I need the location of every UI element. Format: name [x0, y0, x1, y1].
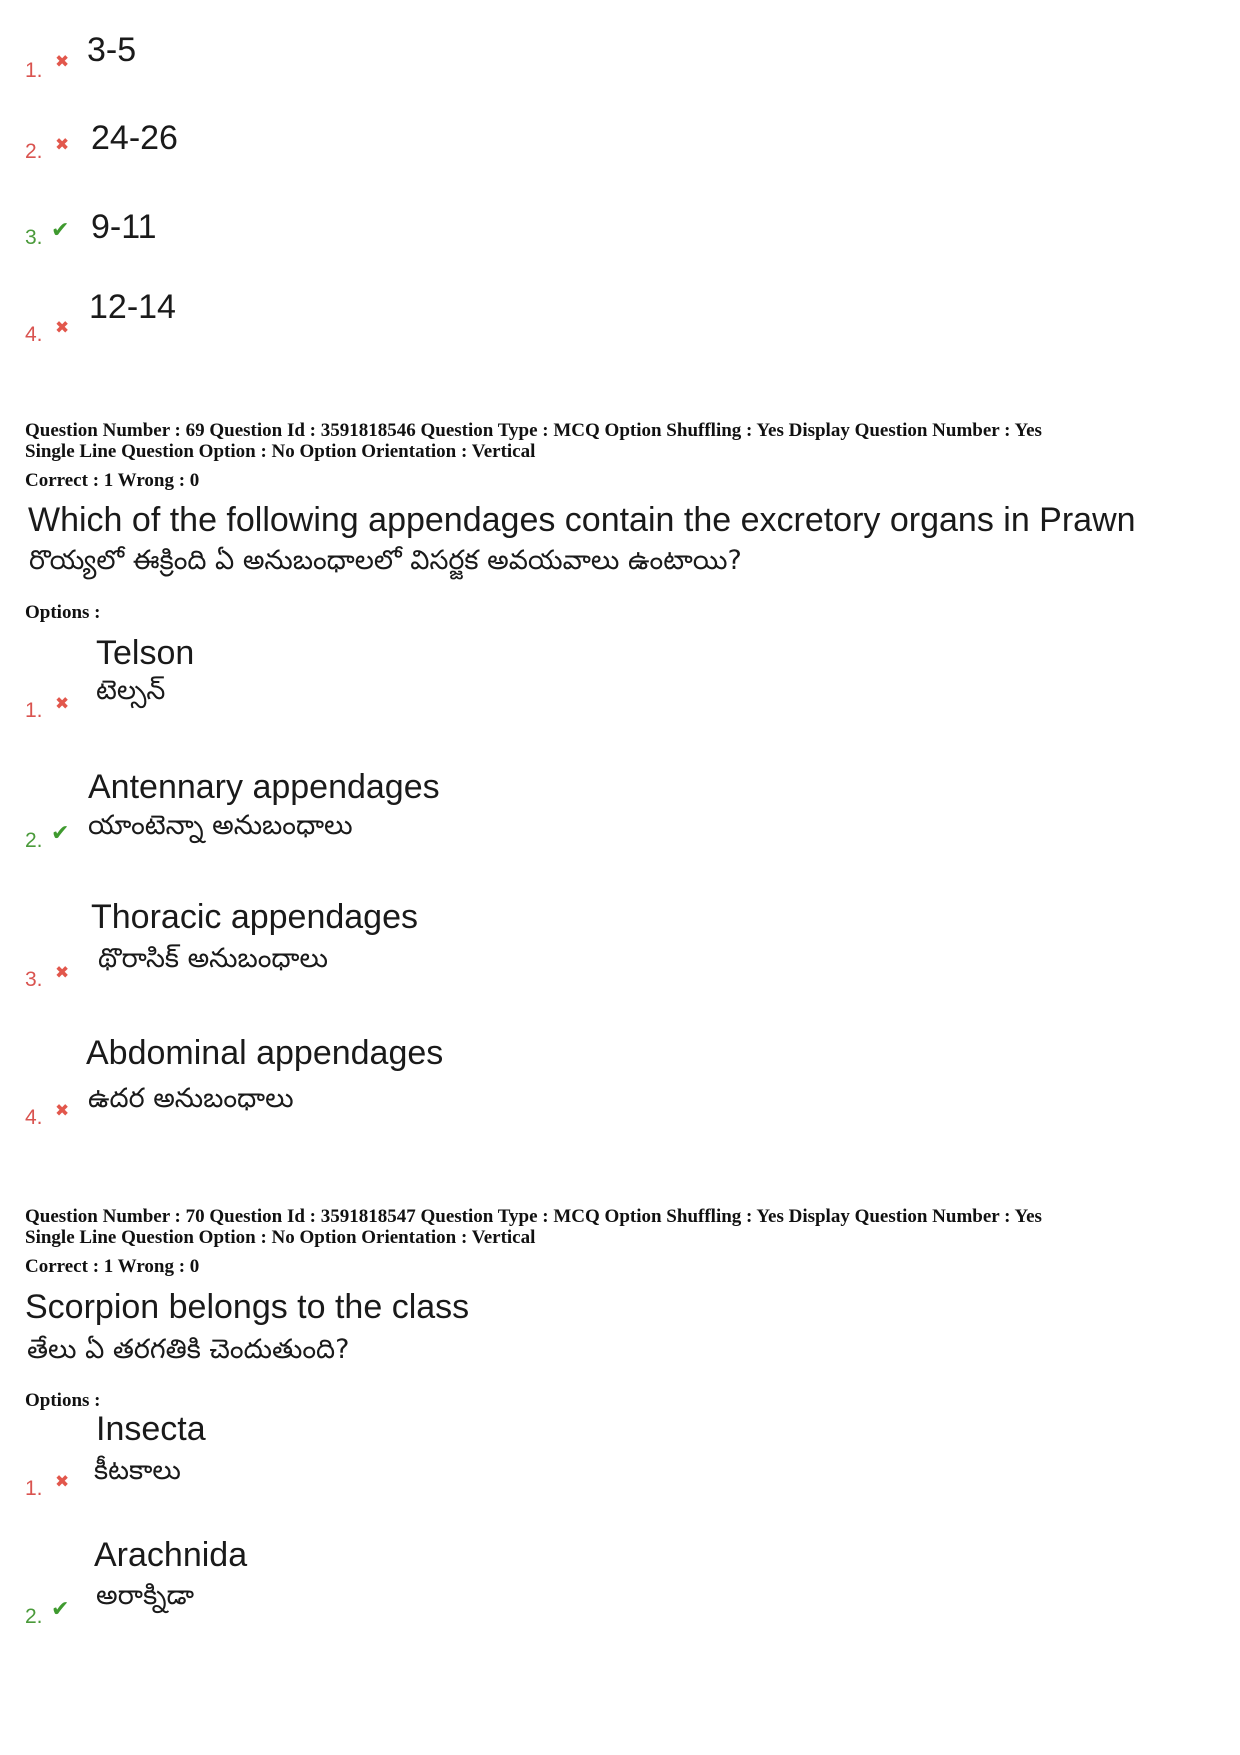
- option-text-telugu: కీటకాలు: [94, 1455, 181, 1486]
- check-mark-icon: ✔: [51, 218, 70, 243]
- option-number: 4.: [25, 323, 43, 346]
- question-meta-2: Single Line Question Option : No Option Orientation : Vertical: [25, 1227, 536, 1248]
- score-info: Correct : 1 Wrong : 0: [25, 470, 200, 491]
- option-text-english: Antennary appendages: [88, 768, 440, 806]
- wrong-mark-icon: ✖: [55, 694, 70, 714]
- option-text: 9-11: [91, 208, 157, 246]
- option-text: 12-14: [89, 288, 176, 326]
- option-text-telugu: ఉదర అనుబంధాలు: [88, 1083, 294, 1114]
- option-number: 1.: [25, 699, 43, 722]
- option-text-english: Abdominal appendages: [86, 1034, 444, 1072]
- question-meta-2: Single Line Question Option : No Option Orientation : Vertical: [25, 441, 536, 462]
- option-text-english: Thoracic appendages: [91, 898, 419, 936]
- wrong-mark-icon: ✖: [55, 963, 70, 983]
- wrong-mark-icon: ✖: [55, 135, 70, 155]
- option-number: 2.: [25, 1605, 43, 1628]
- option-text-english: Insecta: [96, 1410, 206, 1448]
- option-text-telugu: టెల్సన్: [96, 675, 166, 706]
- question-text-english: Which of the following appendages contain the excretory organs in Prawn: [28, 501, 1136, 539]
- wrong-mark-icon: ✖: [55, 318, 70, 338]
- option-number: 4.: [25, 1106, 43, 1129]
- question-text-telugu: రొయ్యలో ఈక్రింది ఏ అనుబంధాలలో విసర్జక అవయవాలు ఉంటాయి?: [29, 545, 742, 576]
- options-label: Options :: [25, 602, 101, 623]
- option-number: 3.: [25, 968, 43, 991]
- option-text-english: Arachnida: [94, 1536, 248, 1574]
- option-number: 2.: [25, 829, 43, 852]
- wrong-mark-icon: ✖: [55, 1472, 70, 1492]
- question-meta: Question Number : 70 Question Id : 3591818547 Question Type : MCQ Option Shuffling : Yes Display Question Number : Yes: [25, 1206, 1042, 1227]
- wrong-mark-icon: ✖: [55, 52, 70, 72]
- option-text: 3-5: [87, 31, 137, 69]
- question-text-telugu: తేలు ఏ తరగతికి చెందుతుంది?: [27, 1334, 350, 1365]
- options-label: Options :: [25, 1390, 101, 1411]
- check-mark-icon: ✔: [51, 1597, 70, 1622]
- option-text-english: Telson: [96, 634, 195, 672]
- option-text-telugu: థొరాసిక్ అనుబంధాలు: [98, 943, 328, 974]
- option-number: 3.: [25, 226, 43, 249]
- question-meta: Question Number : 69 Question Id : 3591818546 Question Type : MCQ Option Shuffling : Yes Display Question Number : Yes: [25, 420, 1042, 441]
- option-number: 1.: [25, 1477, 43, 1500]
- option-text-telugu: యాంటెన్నా అనుబంధాలు: [88, 810, 353, 841]
- wrong-mark-icon: ✖: [55, 1101, 70, 1121]
- check-mark-icon: ✔: [51, 821, 70, 846]
- option-text-telugu: అరాక్నిడా: [96, 1580, 195, 1611]
- option-number: 1.: [25, 59, 43, 82]
- option-text: 24-26: [91, 119, 178, 157]
- option-number: 2.: [25, 140, 43, 163]
- question-text-english: Scorpion belongs to the class: [25, 1288, 470, 1326]
- score-info: Correct : 1 Wrong : 0: [25, 1256, 200, 1277]
